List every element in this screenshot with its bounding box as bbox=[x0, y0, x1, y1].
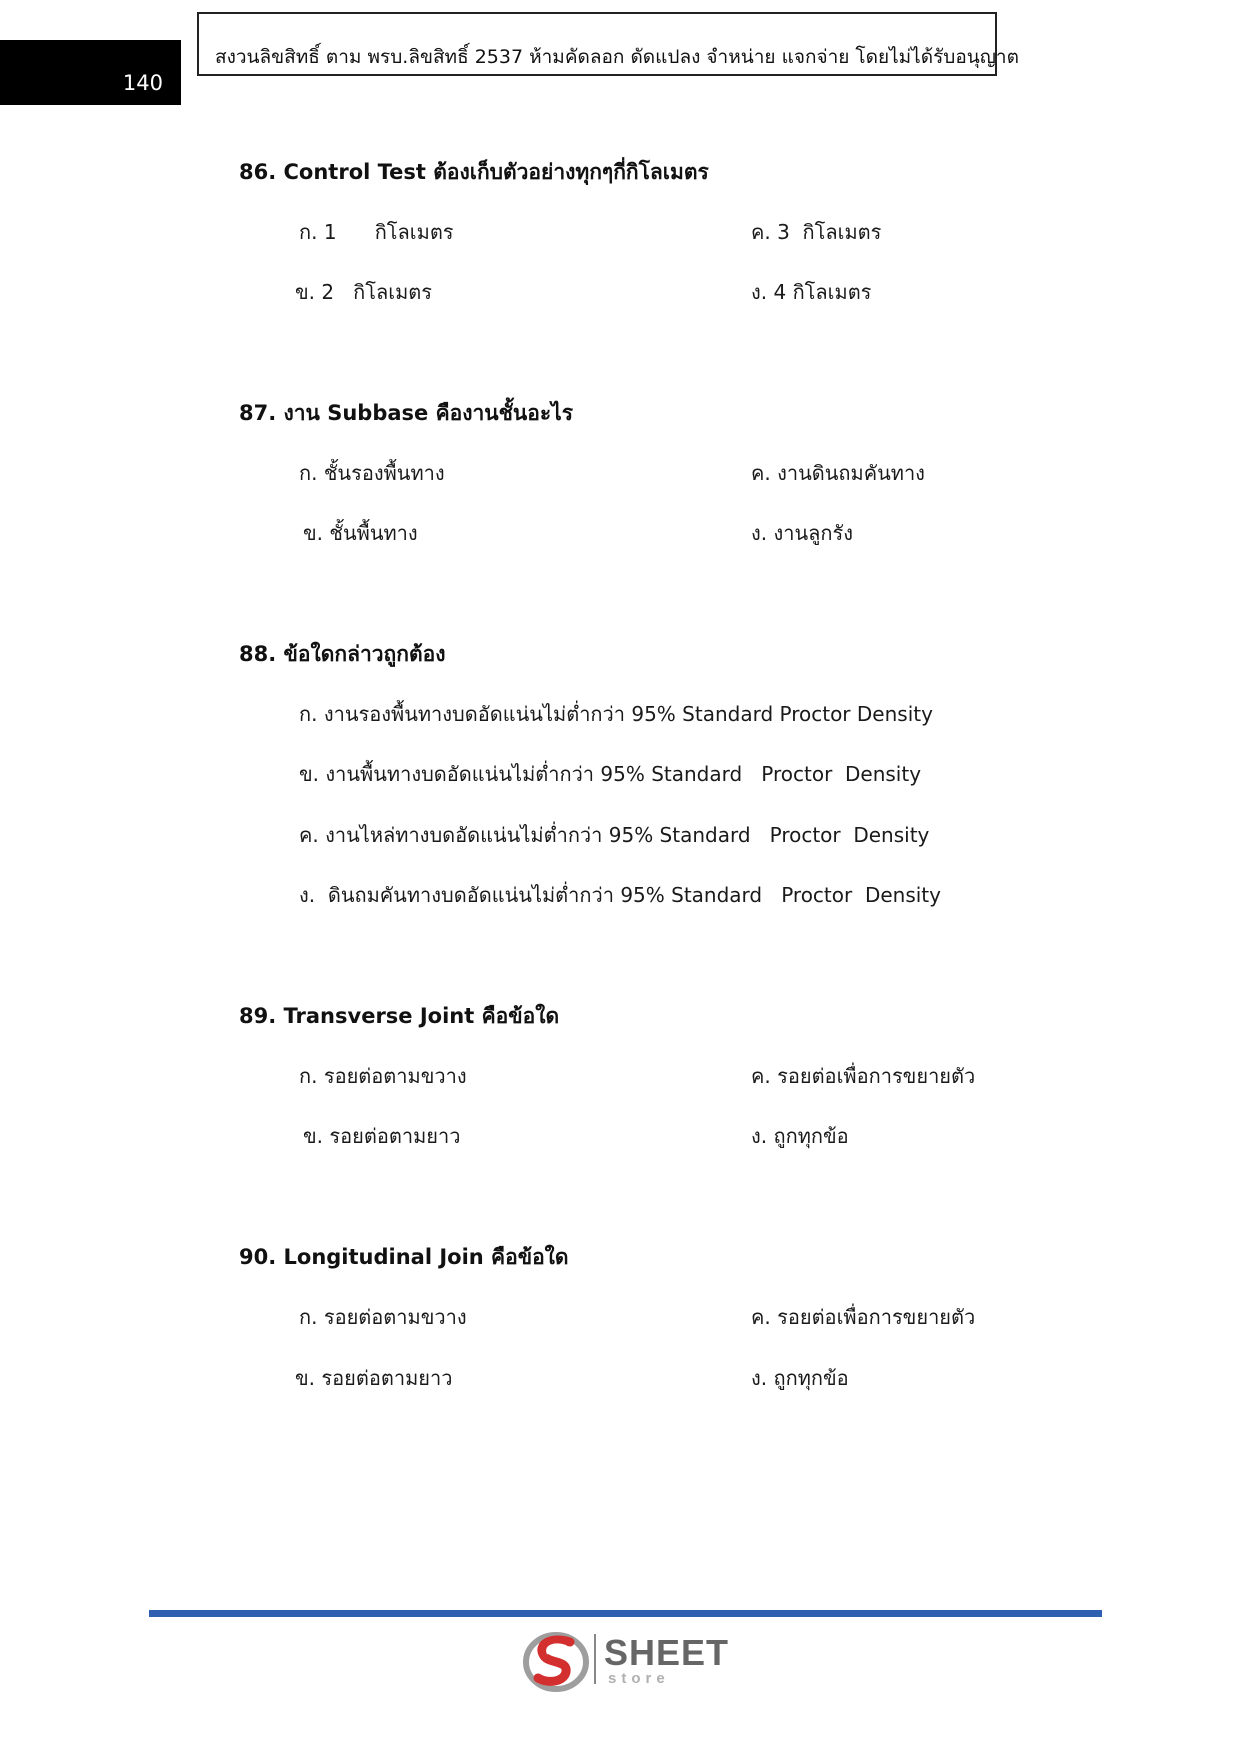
option-c: ค. รอยต่อเพื่อการขยายตัว bbox=[751, 1064, 976, 1088]
question-title: 89. Transverse Joint คือข้อใด bbox=[239, 1004, 560, 1028]
option-c: ค. รอยต่อเพื่อการขยายตัว bbox=[751, 1305, 976, 1329]
option-d: ง. ดินถมคันทางบดอัดแน่นไม่ต่ำกว่า 95% Standard Proctor Density bbox=[299, 883, 941, 907]
option-a: ก. 1 กิโลเมตร bbox=[299, 220, 454, 244]
copyright-notice-box bbox=[197, 12, 1019, 76]
option-b: ข. รอยต่อตามยาว bbox=[295, 1366, 453, 1390]
question-title: 87. งาน Subbase คืองานชั้นอะไร bbox=[239, 401, 573, 425]
footer-divider bbox=[149, 1610, 1102, 1617]
option-d: ง. ถูกทุกข้อ bbox=[751, 1124, 849, 1148]
option-c: ค. 3 กิโลเมตร bbox=[751, 220, 882, 244]
page-number-box bbox=[0, 40, 181, 105]
option-c: ค. งานดินถมคันทาง bbox=[751, 461, 925, 485]
option-b: ข. งานพื้นทางบดอัดแน่นไม่ต่ำกว่า 95% Standard Proctor Density bbox=[299, 762, 922, 786]
option-b: ข. 2 กิโลเมตร bbox=[295, 280, 433, 304]
logo-divider bbox=[594, 1634, 596, 1684]
copyright-notice: สงวนลิขสิทธิ์ ตาม พรบ.ลิขสิทธิ์ 2537 ห้ามคัดลอก ดัดแปลง จำหน่าย แจกจ่าย โดยไม่ได้รับอนุญาต bbox=[215, 46, 1019, 68]
option-a: ก. ชั้นรองพื้นทาง bbox=[299, 461, 445, 485]
option-d: ง. ถูกทุกข้อ bbox=[751, 1366, 849, 1390]
option-a: ก. งานรองพื้นทางบดอัดแน่นไม่ต่ำกว่า 95% Standard Proctor Density bbox=[299, 702, 933, 726]
option-c: ค. งานไหล่ทางบดอัดแน่นไม่ต่ำกว่า 95% Standard Proctor Density bbox=[299, 823, 930, 847]
logo-s-icon bbox=[522, 1628, 592, 1694]
option-b: ข. ชั้นพื้นทาง bbox=[303, 521, 418, 545]
logo-subtext: store bbox=[608, 1670, 670, 1687]
question-title: 86. Control Test ต้องเก็บตัวอย่างทุกๆกี่กิโลเมตร bbox=[239, 160, 709, 184]
option-d: ง. งานลูกรัง bbox=[751, 521, 854, 545]
logo-text: SHEET bbox=[604, 1632, 730, 1673]
option-d: ง. 4 กิโลเมตร bbox=[751, 280, 872, 304]
option-a: ก. รอยต่อตามขวาง bbox=[299, 1305, 467, 1329]
question-title: 88. ข้อใดกล่าวถูกต้อง bbox=[239, 642, 446, 666]
page-number: 140 bbox=[122, 71, 163, 95]
option-b: ข. รอยต่อตามยาว bbox=[303, 1124, 461, 1148]
option-a: ก. รอยต่อตามขวาง bbox=[299, 1064, 467, 1088]
sheet-store-logo bbox=[522, 1628, 732, 1694]
question-title: 90. Longitudinal Join คือข้อใด bbox=[239, 1245, 569, 1269]
